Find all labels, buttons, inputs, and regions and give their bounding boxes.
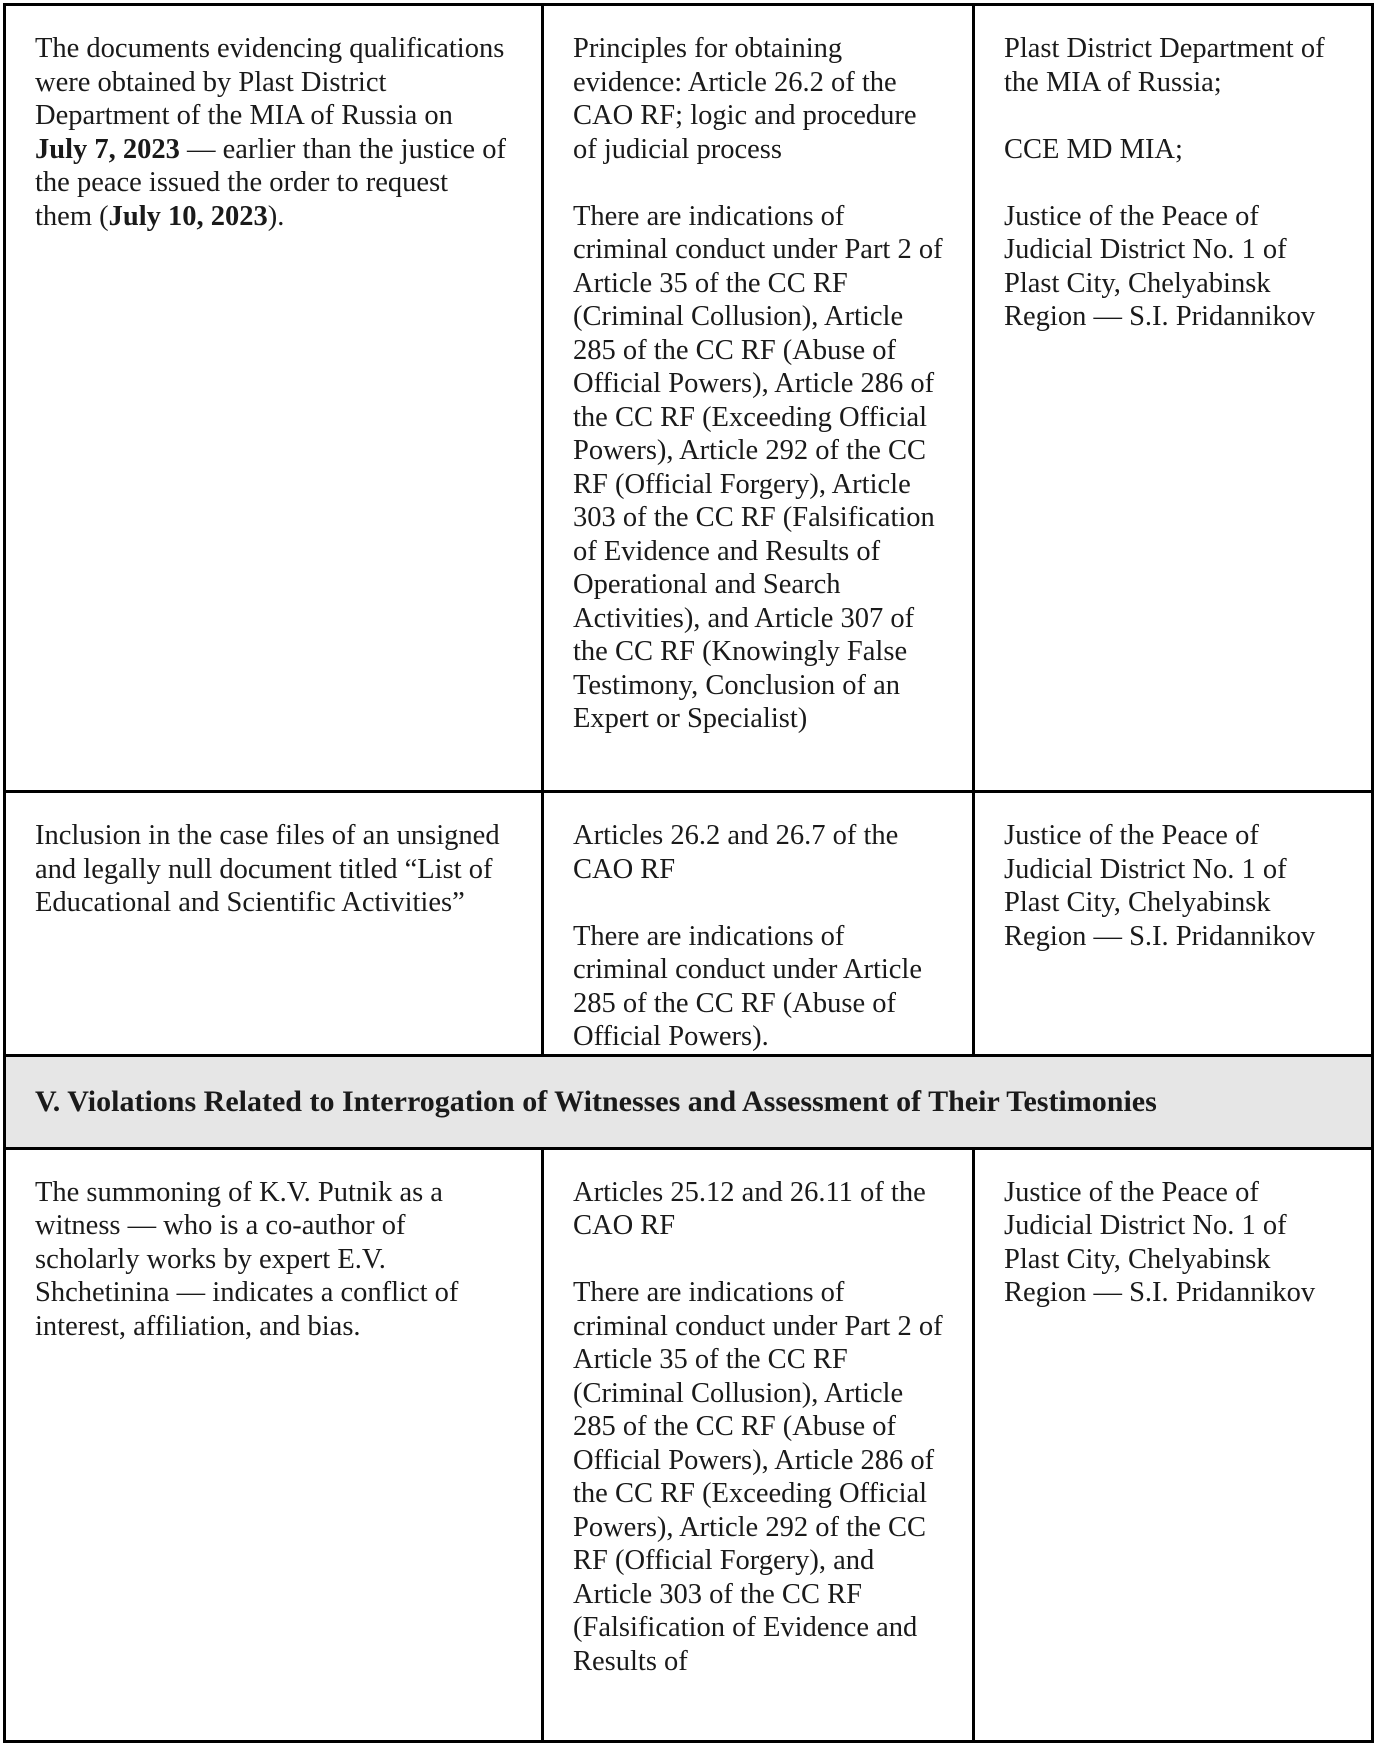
legal-basis-text: Principles for obtaining evidence: Article 26.2 of the CAO RF; logic and procedure of judicial process (573, 33, 917, 165)
violation-description (35, 32, 512, 233)
violations-table (3, 3, 1374, 1743)
responsible-party: Justice of the Peace of Judicial District No. 1 of Plast City, Chelyabinsk Region — S.I. Pridannikov (1004, 820, 1316, 952)
violation-description-cell (5, 5, 543, 792)
criminal-indications-text: There are indications of criminal conduct under Part 2 of Article 35 of the CC RF (Criminal Collusion), Article 285 of the CC RF (Abuse of Official Powers), Article 286 of the CC RF (Exceeding Official Powers), Article 292 of the CC RF (Official Forgery), and Article 303 of the CC RF (Falsification of Evidence and Results of (573, 1277, 943, 1677)
table-row (5, 5, 1373, 792)
date-obtained: July 7, 2023 (35, 133, 180, 165)
legal-basis-cell (543, 5, 974, 792)
responsible-party: Justice of the Peace of Judicial District No. 1 of Plast City, Chelyabinsk Region — S.I. Pridannikov (1004, 1176, 1316, 1308)
table-row (5, 1148, 1373, 1742)
table-row (5, 792, 1373, 1056)
criminal-indications-text: There are indications of criminal conduct under Part 2 of Article 35 of the CC RF (Criminal Collusion), Article 285 of the CC RF (Abuse of Official Powers), Article 286 of the CC RF (Exceeding Official Powers), Article 292 of the CC RF (Official Forgery), Article 303 of the CC RF (Falsification of Evidence and Results of Operational and Search Activities), and Article 307 of the CC RF (Knowingly False Testimony, Conclusion of an Expert or Specialist) (573, 200, 943, 734)
violation-description: The summoning of K.V. Putnik as a witness — who is a co-author of scholarly works by expert E.V. Shchetinina — indicates a conflict of interest, affiliation, and bias. (35, 1176, 459, 1342)
responsible-parties-cell (974, 1148, 1373, 1742)
section-header-row (5, 1055, 1373, 1148)
criminal-indications-text: There are indications of criminal conduct under Article 285 of the CC RF (Abuse of Official Powers). (573, 920, 922, 1052)
legal-basis-text: Articles 26.2 and 26.7 of the CAO RF (573, 820, 899, 885)
description-text: The documents evidencing qualifications were obtained by Plast District Department of the MIA of Russia on (35, 33, 505, 131)
responsible-parties-cell (974, 792, 1373, 1056)
responsible-party: CCE MD MIA; (1004, 133, 1183, 165)
violation-description-cell (5, 1148, 543, 1742)
violation-description: Inclusion in the case files of an unsigned and legally null document titled “List of Educational and Scientific Activities” (35, 820, 500, 918)
legal-basis-text: Articles 25.12 and 26.11 of the CAO RF (573, 1176, 926, 1241)
date-order-issued: July 10, 2023 (108, 200, 268, 232)
legal-basis-cell (543, 792, 974, 1056)
legal-basis-cell (543, 1148, 974, 1742)
section-title: V. Violations Related to Interrogation of Witnesses and Assessment of Their Testimonies (5, 1055, 1373, 1148)
responsible-party: Plast District Department of the MIA of Russia; (1004, 33, 1325, 98)
description-text: ). (267, 200, 285, 232)
responsible-parties-cell (974, 5, 1373, 792)
description-text: — earlier than the justice of the peace issued the order to request them ( (35, 133, 506, 232)
responsible-party: Justice of the Peace of Judicial District No. 1 of Plast City, Chelyabinsk Region — S.I. Pridannikov (1004, 200, 1316, 332)
violation-description-cell (5, 792, 543, 1056)
